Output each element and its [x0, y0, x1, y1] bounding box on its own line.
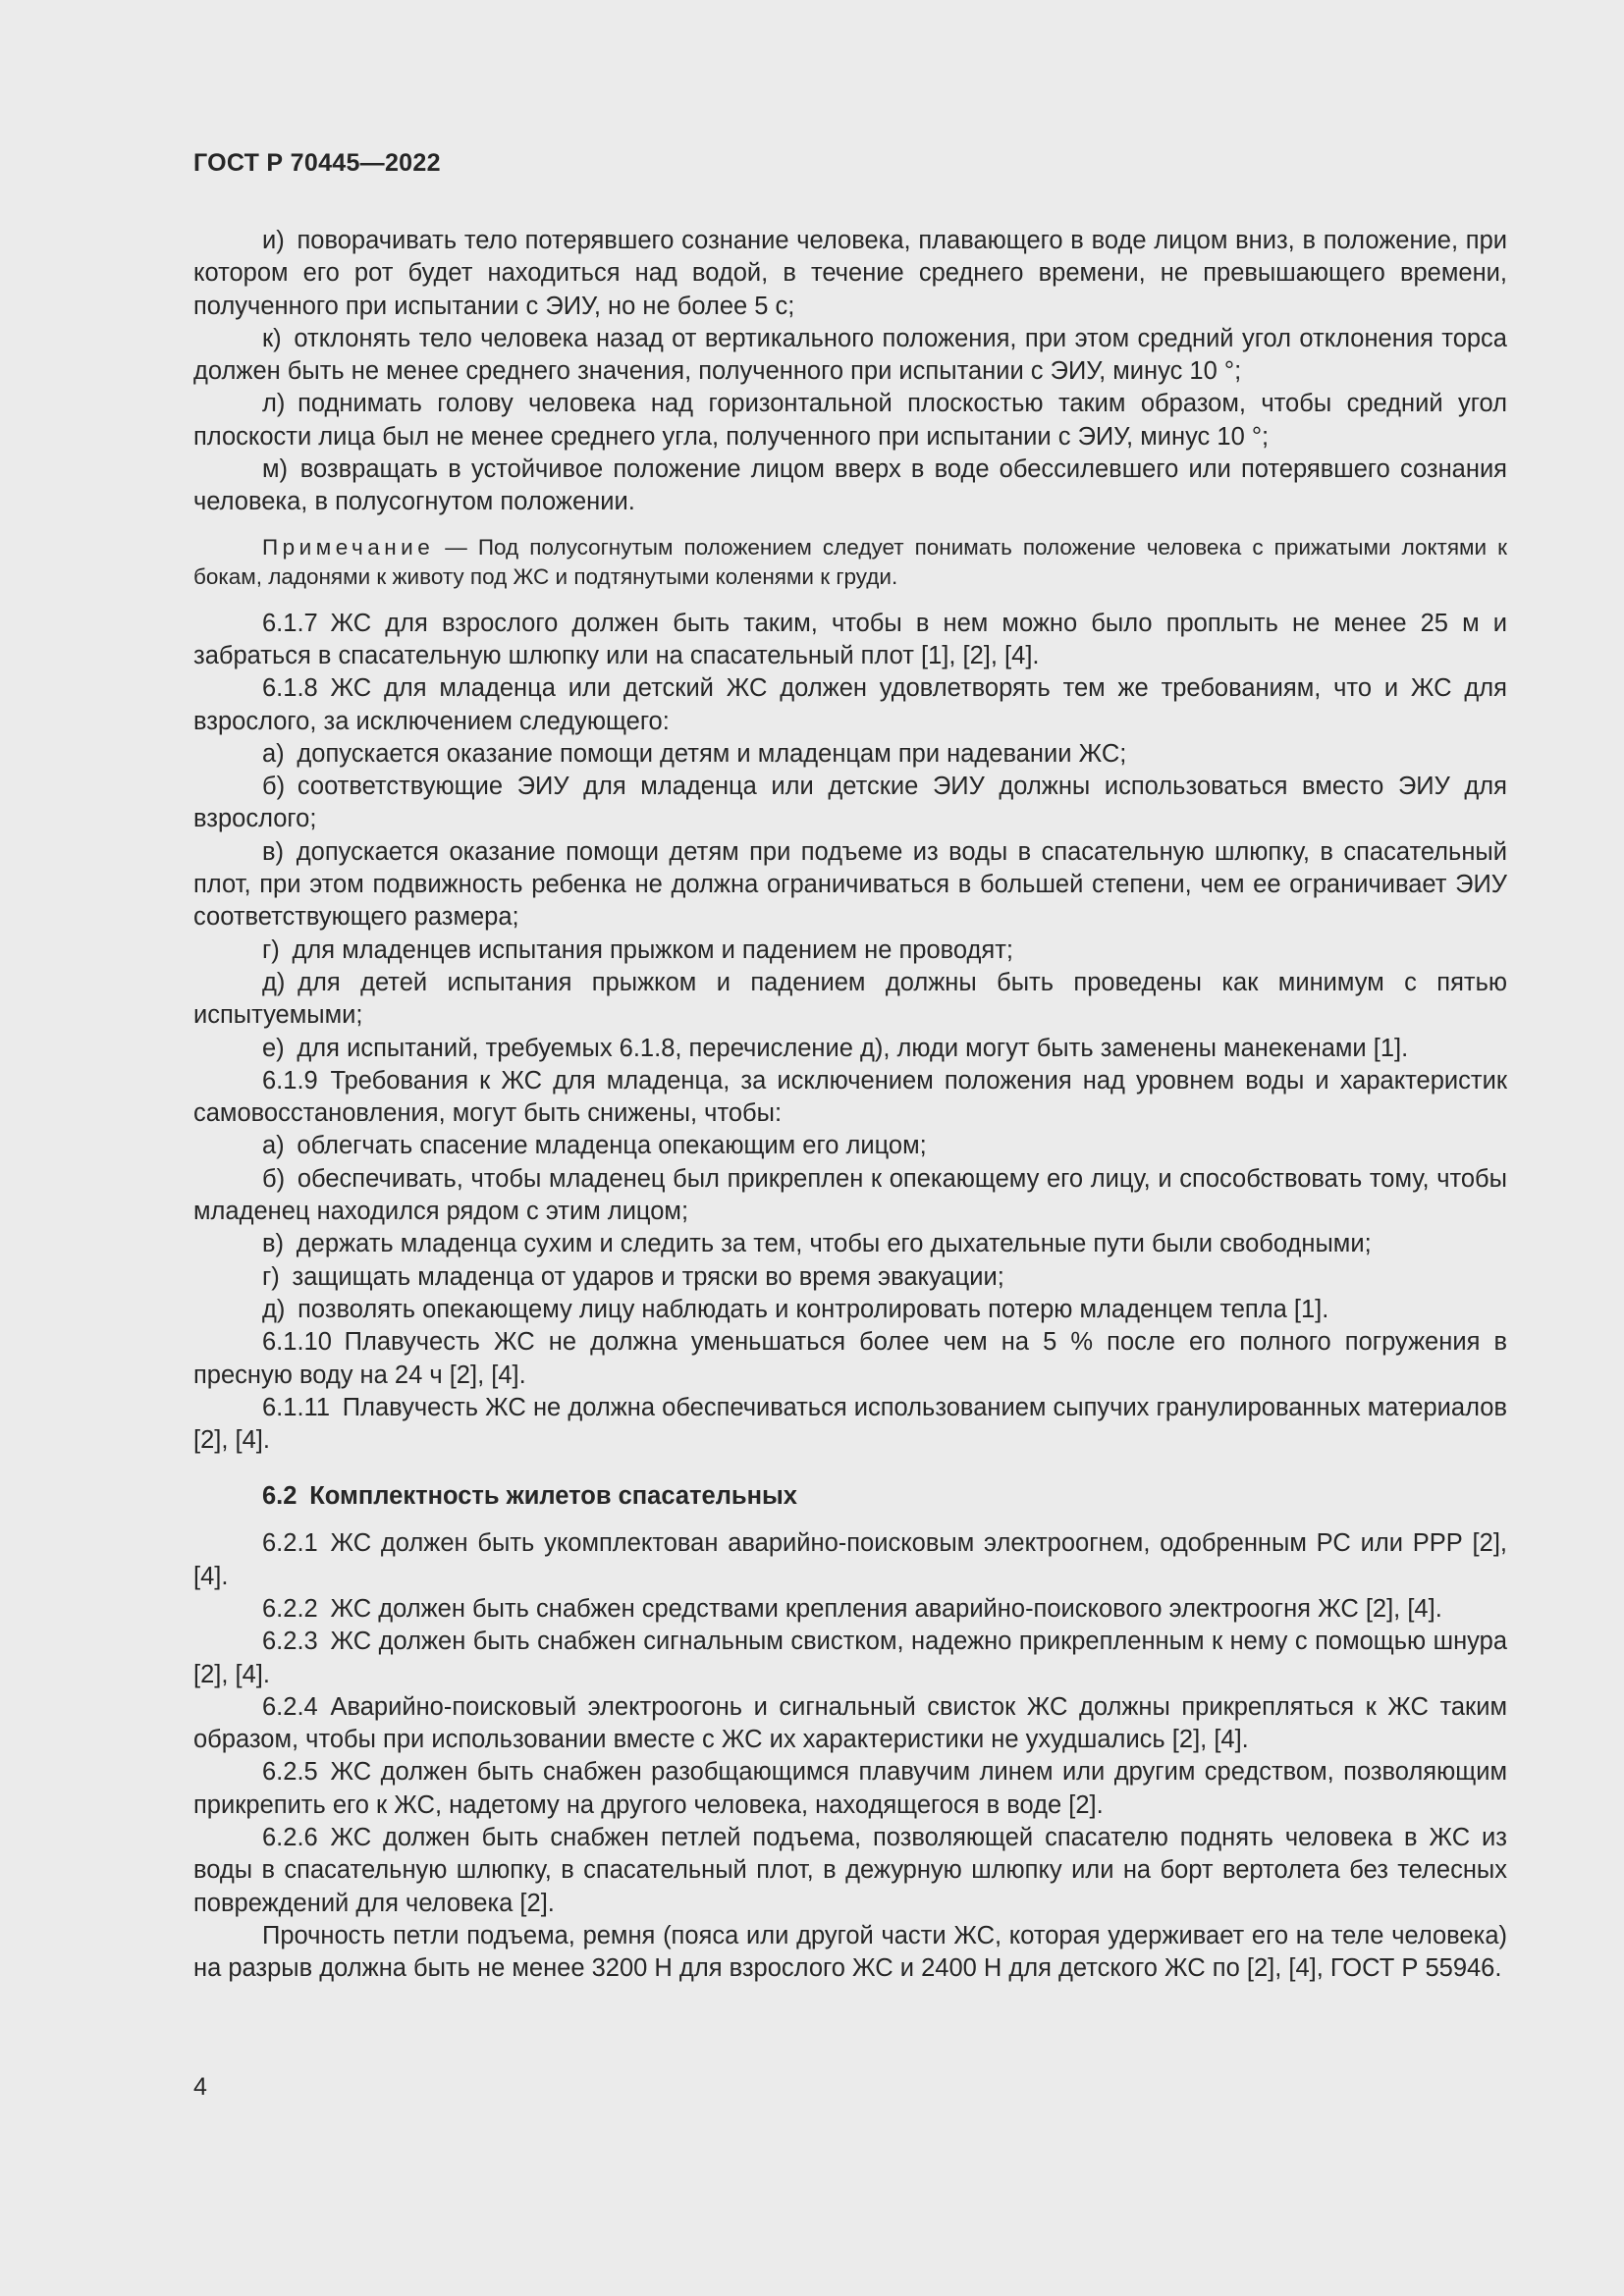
list-item: е) для испытаний, требуемых 6.1.8, перечисление д), люди могут быть заменены манекенами [1].	[262, 1034, 1409, 1062]
clause-6-1-8: 6.1.8 ЖС для младенца или детский ЖС должен удовлетворять тем же требованиям, что и ЖС для взрослого, за исключением следующего:	[193, 674, 1507, 735]
list-item: в) допускается оказание помощи детям при подъеме из воды в спасательную шлюпку, в спасательный плот, при этом подвижность ребенка не должна ограничиваться в большей степени, чем ее ограничивает ЭИУ соответствующего размера;	[193, 837, 1507, 932]
section-title-6-2: 6.2 Комплектность жилетов спасательных	[262, 1482, 797, 1511]
list-item-l: л) поднимать голову человека над горизонтальной плоскостью таким образом, чтобы средний угол плоскости лица был не менее среднего угла, полученного при испытании с ЭИУ, минус 10 °;	[193, 390, 1507, 451]
clause-6-1-9: 6.1.9 Требования к ЖС для младенца, за исключением положения над уровнем воды и характеристик самовосстановления, могут быть снижены, чтобы:	[193, 1066, 1507, 1128]
list-item-k: к) отклонять тело человека назад от вертикального положения, при этом средний угол отклонения торса должен быть не менее среднего значения, полученного при испытании с ЭИУ, минус 10 °;	[193, 324, 1507, 386]
list-item-i: и) поворачивать тело потерявшего сознание человека, плавающего в воде лицом вниз, в положение, при котором его рот будет находиться над водой, в течение среднего времени, не превышающего времени, полученного при испытании с ЭИУ, но не более 5 с;	[193, 227, 1507, 320]
list-item: д) для детей испытания прыжком и падением должны быть проведены как минимум с пятью испытуемыми;	[193, 968, 1507, 1030]
document-header: ГОСТ Р 70445—2022	[193, 149, 441, 177]
clause-6-2-6-strength: Прочность петли подъема, ремня (пояса или другой части ЖС, которая удерживает его на теле человека) на разрыв должна быть не менее 3200 Н для взрослого ЖС и 2400 Н для детского ЖС по [2], [4], ГОСТ Р 55946.	[193, 1921, 1507, 1983]
clause-6-1-7: 6.1.7 ЖС для взрослого должен быть таким, чтобы в нем можно было проплыть не менее 25 м и забраться в спасательную шлюпку или на спасательный плот [1], [2], [4].	[193, 609, 1507, 669]
list-item-m: м) возвращать в устойчивое положение лицом вверх в воде обессилевшего или потерявшего сознания человека, в полусогнутом положении.	[193, 455, 1507, 516]
note	[193, 533, 1507, 593]
clause-6-2-3: 6.2.3 ЖС должен быть снабжен сигнальным свистком, надежно прикрепленным к нему с помощью шнура [2], [4].	[193, 1628, 1507, 1688]
clause-6-1-11: 6.1.11 Плавучесть ЖС не должна обеспечиваться использованием сыпучих гранулированных материалов [2], [4].	[193, 1393, 1507, 1455]
clause-6-2-2: 6.2.2 ЖС должен быть снабжен средствами крепления аварийно-поискового электроогня ЖС [2], [4].	[262, 1594, 1442, 1623]
list-item: б) соответствующие ЭИУ для младенца или детские ЭИУ должны использоваться вместо ЭИУ для взрослого;	[193, 773, 1507, 833]
list-item: д) позволять опекающему лицу наблюдать и контролировать потерю младенцем тепла [1].	[262, 1295, 1329, 1323]
page-body	[193, 225, 1507, 1986]
clause-6-2-5: 6.2.5 ЖС должен быть снабжен разобщающимся плавучим линем или другим средством, позволяющим прикрепить его к ЖС, надетому на другого человека, находящегося в воде [2].	[193, 1758, 1507, 1819]
clause-6-2-1: 6.2.1 ЖС должен быть укомплектован аварийно-поисковым электроогнем, одобренным РС или РРР [2], [4].	[193, 1529, 1507, 1590]
list-item: г) для младенцев испытания прыжком и падением не проводят;	[262, 935, 1013, 964]
clause-6-1-10: 6.1.10 Плавучесть ЖС не должна уменьшаться более чем на 5 % после его полного погружения в пресную воду на 24 ч [2], [4].	[193, 1328, 1507, 1389]
clause-6-2-6: 6.2.6 ЖС должен быть снабжен петлей подъема, позволяющей спасателю поднять человека в ЖС из воды в спасательную шлюпку, в спасательный плот, в дежурную шлюпку или на борт вертолета без телесных повреждений для человека [2].	[193, 1824, 1507, 1917]
clause-6-2-4: 6.2.4 Аварийно-поисковый электроогонь и сигнальный свисток ЖС должны прикрепляться к ЖС таким образом, чтобы при использовании вместе с ЖС их характеристики не ухудшались [2], [4].	[193, 1692, 1507, 1754]
note-text: — Под полусогнутым положением следует понимать положение человека с прижатыми локтями к бокам, ладонями к животу под ЖС и подтянутыми коленями к груди.	[193, 534, 1507, 590]
list-item: б) обеспечивать, чтобы младенец был прикреплен к опекающему его лицу, и способствовать тому, чтобы младенец находился рядом с этим лицом;	[193, 1164, 1507, 1226]
list-item: а) облегчать спасение младенца опекающим его лицом;	[262, 1132, 927, 1160]
note-label: Примечание	[262, 534, 435, 560]
list-item: в) держать младенца сухим и следить за тем, чтобы его дыхательные пути были свободными;	[262, 1230, 1372, 1258]
page-number: 4	[193, 2073, 207, 2101]
list-item: а) допускается оказание помощи детям и младенцам при надевании ЖС;	[262, 739, 1127, 768]
list-item: г) защищать младенца от ударов и тряски во время эвакуации;	[262, 1262, 1004, 1291]
